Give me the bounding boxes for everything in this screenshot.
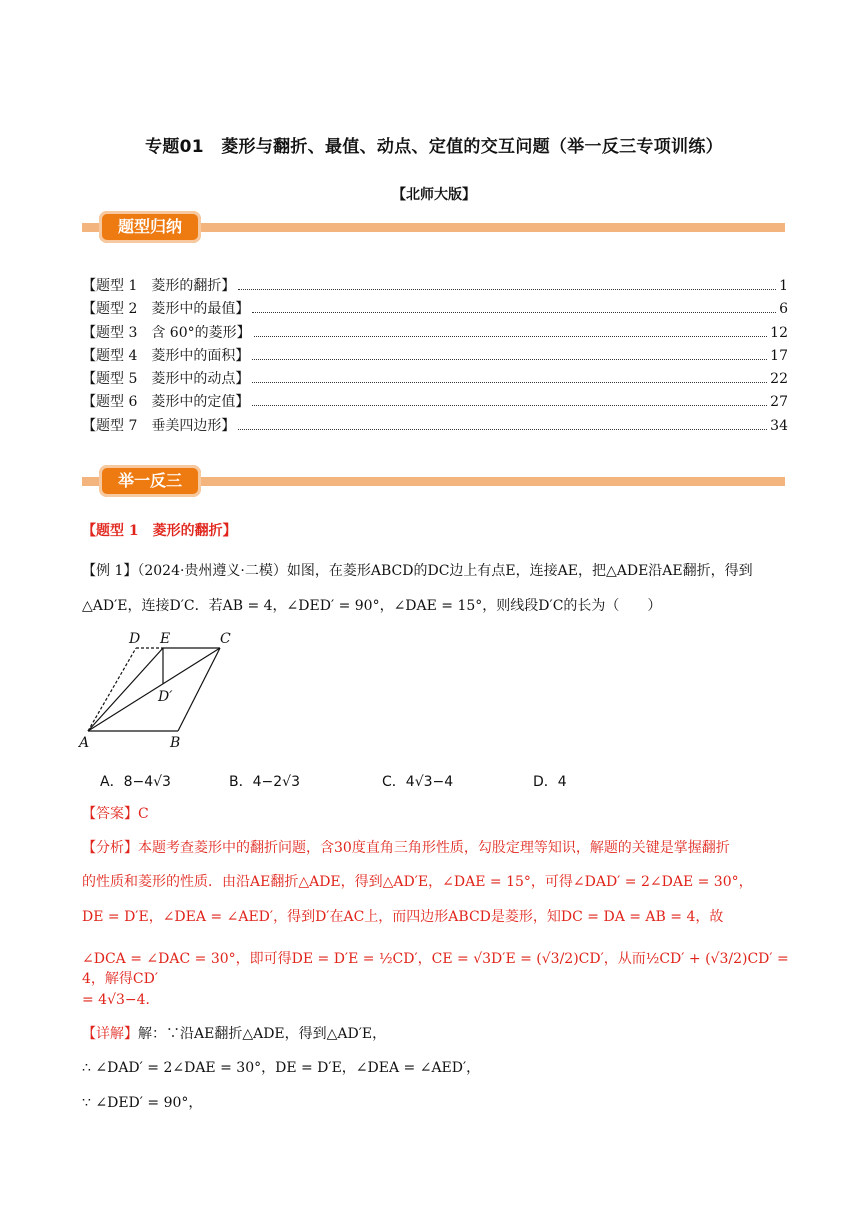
option-a[interactable]: A．8−4√3 <box>100 774 171 790</box>
type1-heading: 【题型 1 菱形的翻折】 <box>82 523 237 539</box>
answer: 【答案】C <box>82 806 149 822</box>
option-d[interactable]: D．4 <box>533 774 567 790</box>
section-badge-types: 题型归纳 <box>99 211 201 243</box>
segment-ae <box>88 648 163 731</box>
section-badge-practice: 举一反三 <box>99 465 201 497</box>
example-line-2: △AD′E，连接D′C．若AB = 4，∠DED′ = 90°，∠DAE = 15°，则线段D′C的长为（ ） <box>82 598 662 614</box>
toc-item[interactable]: 【题型 2 菱形中的最值】 6 <box>82 301 788 318</box>
toc-item[interactable]: 【题型 6 菱形中的定值】 27 <box>82 394 788 411</box>
analysis-line-4: ∠DCA = ∠DAC = 30°，即可得DE = D′E = ½CD′，CE = √3D′E = (√3/2)CD′，从而½CD′ + (√3/2)CD′ = 4，解得CD′ <box>82 951 789 987</box>
label-d: D <box>129 631 141 647</box>
option-b[interactable]: B．4−2√3 <box>229 774 300 790</box>
example-line-1: 【例 1】（2024·贵州遵义·二模）如图，在菱形ABCD的DC边上有点E，连接AE，把△ADE沿AE翻折，得到 <box>82 563 753 579</box>
toc-item[interactable]: 【题型 3 含 60°的菱形】 12 <box>82 324 788 341</box>
document-subtitle: 【北师大版】 <box>392 187 476 203</box>
table-of-contents <box>82 275 788 438</box>
label-e: E <box>160 631 171 647</box>
toc-item[interactable]: 【题型 1 菱形的翻折】 1 <box>82 278 788 294</box>
diagonal-ac <box>88 648 220 731</box>
rhombus-figure <box>70 625 250 755</box>
document-title: 专题01 菱形与翻折、最值、动点、定值的交互问题（举一反三专项训练） <box>145 137 723 157</box>
analysis-line-1: 【分析】本题考查菱形中的翻折问题，含30度直角三角形性质，勾股定理等知识，解题的关键是掌握翻折 <box>82 840 730 856</box>
toc-item[interactable]: 【题型 4 菱形中的面积】 17 <box>82 347 788 364</box>
side-ad <box>88 648 136 731</box>
label-c: C <box>220 631 231 647</box>
toc-item[interactable]: 【题型 7 垂美四边形】 34 <box>82 417 788 434</box>
option-c[interactable]: C．4√3−4 <box>382 774 454 790</box>
side-bc <box>178 648 220 731</box>
analysis-line-5: = 4√3−4． <box>82 992 160 1008</box>
analysis-line-3: DE = D′E，∠DEA = ∠AED′，得到D′在AC上，而四边形ABCD是菱形，知DC = DA = AB = 4，故 <box>82 909 724 925</box>
label-a: A <box>79 735 90 751</box>
analysis-line-2: 的性质和菱形的性质．由沿AE翻折△ADE，得到△AD′E，∠DAE = 15°，可得∠DAD′ = 2∠DAE = 30°， <box>82 874 753 890</box>
detail-line-3: ∵ ∠DED′ = 90°， <box>82 1095 203 1111</box>
detail-line-2: ∴ ∠DAD′ = 2∠DAE = 30°，DE = D′E，∠DEA = ∠AED′， <box>82 1060 481 1076</box>
label-d-prime: D′ <box>158 689 173 705</box>
detail-line-1: 【详解】解：∵沿AE翻折△ADE，得到△AD′E， <box>82 1026 387 1042</box>
toc-item[interactable]: 【题型 5 菱形中的动点】 22 <box>82 371 788 388</box>
label-b: B <box>170 735 181 751</box>
